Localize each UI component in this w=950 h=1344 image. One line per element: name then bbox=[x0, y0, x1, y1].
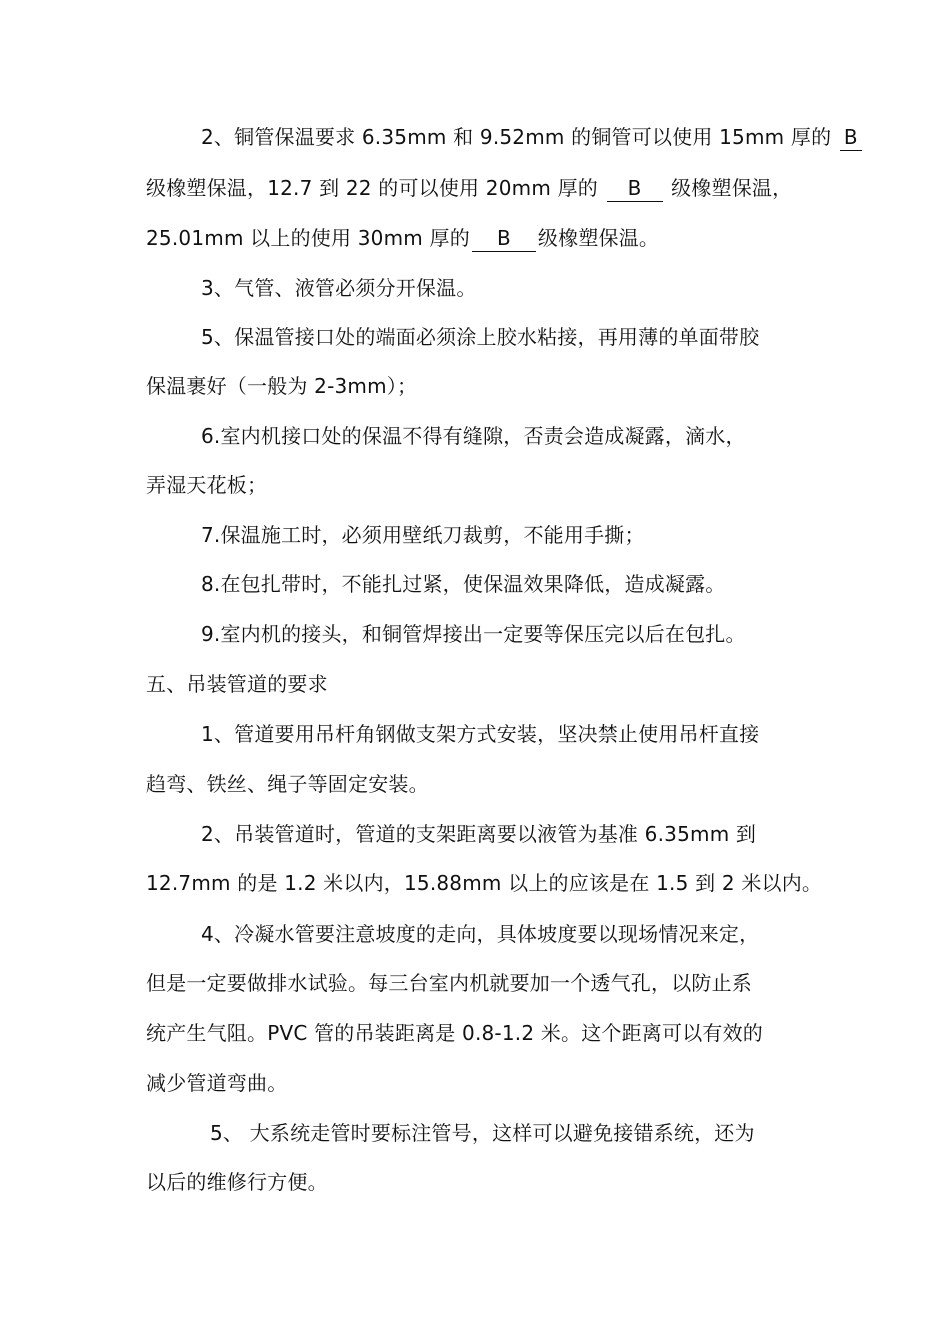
fill-blank: B bbox=[607, 175, 663, 202]
text-line: 减少管道弯曲。 bbox=[146, 1071, 288, 1095]
text-line: 9.室内机的接头，和铜管焊接出一定要等保压完以后在包扎。 bbox=[201, 622, 746, 646]
text-line: 5、 大系统走管时要标注管号，这样可以避免接错系统，还为 bbox=[210, 1121, 755, 1145]
text-line: 弄湿天花板； bbox=[146, 473, 268, 497]
text-line bbox=[201, 124, 864, 151]
fill-blank: B bbox=[472, 225, 536, 252]
text-line bbox=[146, 175, 792, 202]
text-line: 6.室内机接口处的保温不得有缝隙，否责会造成凝露，滴水， bbox=[201, 424, 746, 448]
text-line: 但是一定要做排水试验。每三台室内机就要加一个透气孔，以防止系 bbox=[146, 971, 752, 995]
text-line: 3、气管、液管必须分开保温。 bbox=[201, 276, 477, 300]
section-heading: 五、吊装管道的要求 bbox=[146, 672, 328, 696]
text-run: 级橡塑保温， bbox=[664, 176, 793, 200]
text-line: 2、吊装管道时，管道的支架距离要以液管为基准 6.35mm 到 bbox=[201, 822, 757, 846]
text-line: 12.7mm 的是 1.2 米以内，15.88mm 以上的应该是在 1.5 到 2 米以内。 bbox=[146, 871, 823, 895]
text-line: 统产生气阻。PVC 管的吊装距离是 0.8-1.2 米。这个距离可以有效的 bbox=[146, 1021, 764, 1045]
text-run: 2、铜管保温要求 6.35mm 和 9.52mm 的铜管可以使用 15mm 厚的 bbox=[201, 125, 838, 149]
text-line: 7.保温施工时，必须用壁纸刀裁剪，不能用手撕； bbox=[201, 523, 645, 547]
text-line bbox=[146, 225, 659, 252]
text-line: 8.在包扎带时，不能扎过紧，使保温效果降低，造成凝露。 bbox=[201, 572, 726, 596]
text-line: 保温裹好（一般为 2-3mm）； bbox=[146, 374, 418, 398]
text-line: 1、管道要用吊杆角钢做支架方式安装，坚决禁止使用吊杆直接 bbox=[201, 722, 760, 746]
text-line: 趋弯、铁丝、绳子等固定安装。 bbox=[146, 772, 429, 796]
text-line: 5、保温管接口处的端面必须涂上胶水粘接，再用薄的单面带胶 bbox=[201, 325, 760, 349]
text-run: 级橡塑保温，12.7 到 22 的可以使用 20mm 厚的 bbox=[146, 176, 605, 200]
text-line: 以后的维修行方便。 bbox=[146, 1170, 328, 1194]
fill-blank: B bbox=[840, 124, 862, 151]
text-line: 4、冷凝水管要注意坡度的走向，具体坡度要以现场情况来定， bbox=[201, 922, 760, 946]
text-run: 级橡塑保温。 bbox=[537, 226, 660, 250]
text-run: 25.01mm 以上的使用 30mm 厚的 bbox=[146, 226, 470, 250]
